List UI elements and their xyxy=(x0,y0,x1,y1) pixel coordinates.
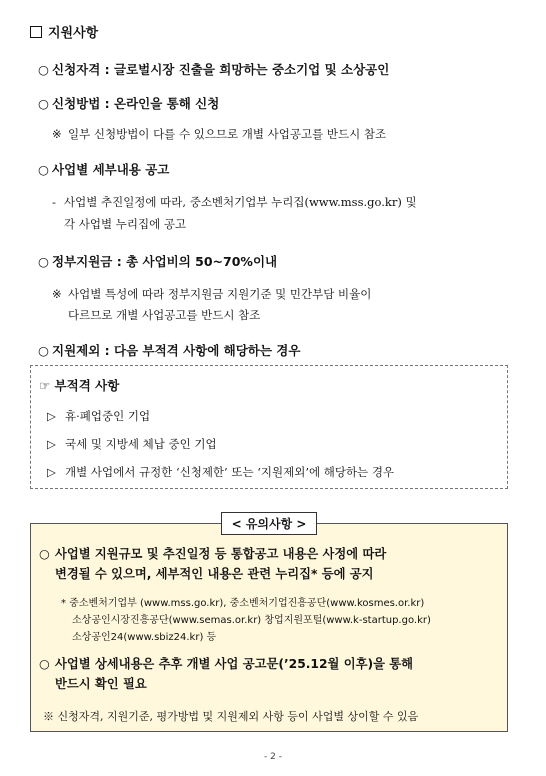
ineligible-box xyxy=(30,365,508,489)
bullet-icon: ○ xyxy=(38,96,49,111)
caution-item-2-line1: 사업별 상세내용은 추후 개별 사업 공고문(’25.12월 이후)을 통해 xyxy=(55,657,413,671)
ineligible-item xyxy=(47,436,217,452)
bullet-icon: ○ xyxy=(38,162,49,177)
triangle-right-icon: ▷ xyxy=(47,465,56,479)
subsidy-note-text-1: 사업별 특성에 따라 정부지원금 지원기준 및 민간부담 비율이 xyxy=(68,287,372,301)
ineligible-item-text: 휴·폐업중인 기업 xyxy=(65,409,151,423)
ineligible-title: ☞ 부적격 사항 xyxy=(39,378,120,393)
exclusion-item xyxy=(38,341,300,359)
details-text: 사업별 세부내용 공고 xyxy=(52,162,170,177)
section-title-text: 지원사항 xyxy=(48,26,99,41)
triangle-right-icon: ▷ xyxy=(47,409,56,423)
method-note-text: 일부 신청방법이 다를 수 있으므로 개별 사업공고를 반드시 참조 xyxy=(68,127,387,141)
caution-title xyxy=(31,512,507,535)
details-note-line2: 각 사업별 누리집에 공고 xyxy=(64,217,187,231)
details-item xyxy=(38,160,169,178)
bullet-icon: ○ xyxy=(38,343,49,358)
caution-item-2 xyxy=(39,654,413,694)
caution-title-text: < 유의사항 > xyxy=(221,512,318,535)
caution-item-1-line1: 사업별 지원규모 및 추진일정 등 통합공고 내용은 사정에 따라 xyxy=(55,547,387,561)
ineligible-item xyxy=(47,408,150,424)
subsidy-item xyxy=(38,252,277,270)
ineligible-item xyxy=(47,464,394,480)
triangle-right-icon: ▷ xyxy=(47,437,56,451)
checkbox-square-icon xyxy=(30,26,42,38)
bullet-icon: ○ xyxy=(39,547,50,561)
reference-mark-icon: ※ xyxy=(52,287,62,301)
page-number: - 2 - xyxy=(264,752,282,762)
caution-sub-line1: * 중소벤처기업부 (www.mss.go.kr), 중소벤처기업진흥공단(www.kosmes.or.kr) xyxy=(61,598,425,609)
caution-item-2-line2: 반드시 확인 필요 xyxy=(55,677,147,691)
section-title xyxy=(30,22,98,41)
caution-note: ※ 신청자격, 지원기준, 평가방법 및 지원제외 사항 등이 사업별 상이할 수 있음 xyxy=(43,710,419,723)
bullet-icon: ○ xyxy=(39,657,50,671)
bullet-icon: ○ xyxy=(38,62,49,77)
method-text: 신청방법 : 온라인을 통해 신청 xyxy=(52,96,220,111)
subsidy-note-line2: 다르므로 개별 사업공고를 반드시 참조 xyxy=(68,308,261,322)
eligibility-text: 신청자격 : 글로벌시장 진출을 희망하는 중소기업 및 소상공인 xyxy=(52,62,390,77)
eligibility-item xyxy=(38,60,389,78)
method-item xyxy=(38,94,219,112)
ineligible-item-text: 개별 사업에서 규정한 ‘신청제한’ 또는 ‘지원제외’에 해당하는 경우 xyxy=(65,465,395,479)
details-note-line1 xyxy=(52,194,417,210)
caution-item-1-line2: 변경될 수 있으며, 세부적인 내용은 관련 누리집* 등에 공지 xyxy=(55,567,374,581)
method-note xyxy=(52,126,386,142)
dash-marker: - xyxy=(52,195,56,209)
caution-item-1 xyxy=(39,544,386,584)
subsidy-note-line1 xyxy=(52,286,371,302)
bullet-icon: ○ xyxy=(38,254,49,269)
subsidy-text: 정부지원금 : 총 사업비의 50~70%이내 xyxy=(52,254,278,269)
details-note-text-1: 사업별 추진일정에 따라, 중소벤처기업부 누리집(www.mss.go.kr) 및 xyxy=(64,195,417,209)
reference-mark-icon: ※ xyxy=(52,127,62,141)
caution-sub-line2: 소상공인시장진흥공단(www.semas.or.kr) 창업지원포털(www.k-startup.go.kr) xyxy=(72,615,431,626)
ineligible-item-text: 국세 및 지방세 체납 중인 기업 xyxy=(65,437,217,451)
exclusion-text: 지원제외 : 다음 부적격 사항에 해당하는 경우 xyxy=(52,343,301,358)
caution-box xyxy=(30,517,508,732)
caution-sub-line3: 소상공인24(www.sbiz24.kr) 등 xyxy=(72,632,217,643)
